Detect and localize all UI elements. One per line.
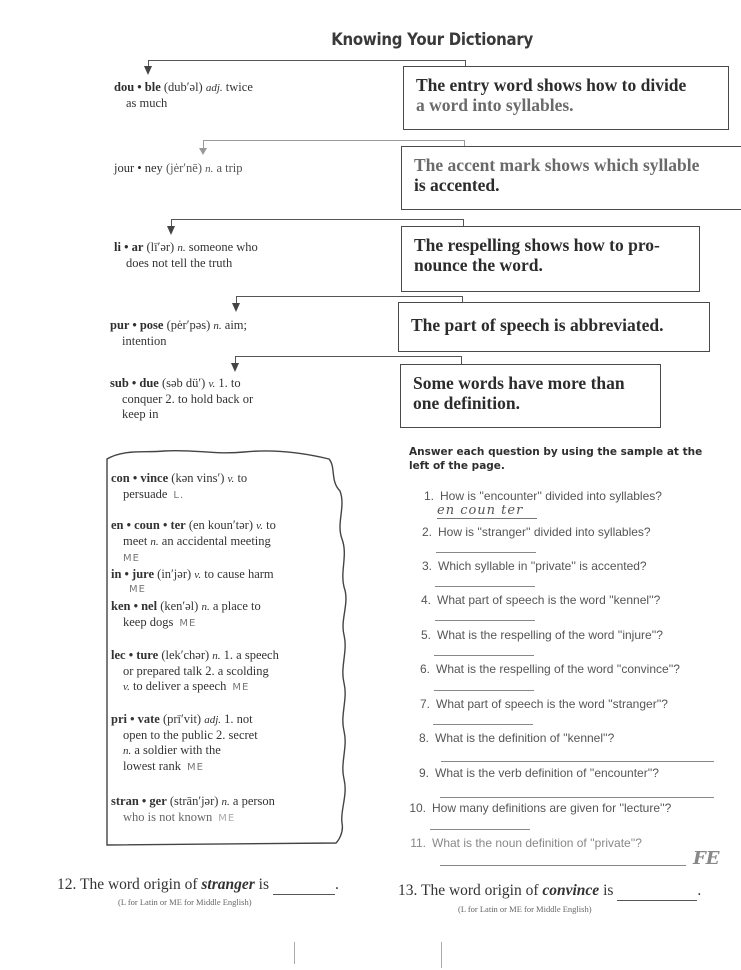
publisher-logo: FE — [693, 848, 720, 869]
respelling: (lek′chər) — [161, 648, 210, 662]
respelling: (lī′ər) — [146, 240, 175, 254]
callout-part-of-speech — [398, 302, 710, 352]
arrow-down-icon — [231, 363, 239, 372]
question-number: 7. — [419, 697, 430, 711]
headword: sub • due — [110, 376, 159, 390]
connector-line — [203, 140, 464, 141]
callout-entry-word — [403, 66, 729, 130]
definition: keep dogs — [123, 615, 174, 629]
answer-field-13[interactable] — [617, 882, 697, 901]
answer-field-9[interactable] — [440, 797, 714, 798]
headword: ken • nel — [111, 599, 158, 613]
definition: as much — [126, 96, 168, 110]
question-text: is — [599, 882, 614, 899]
handwritten-origin: ME — [186, 762, 204, 773]
callout-text: one definition. — [413, 393, 520, 413]
headword: in • jure — [111, 567, 155, 581]
sample-entry-journey — [114, 161, 243, 177]
question-number: 11. — [410, 836, 426, 850]
answer-field-11[interactable] — [440, 865, 686, 866]
callout-text: The entry word shows how to divide — [416, 75, 687, 95]
question-text: What part of speech is the word ''stranger''? — [436, 697, 668, 711]
callout-text: Some words have more than — [413, 373, 625, 393]
connector-line — [235, 356, 461, 357]
question-text: is — [254, 876, 269, 893]
question-text: How many definitions are given for ''lecture''? — [432, 801, 672, 815]
question-number: 10. — [409, 801, 426, 815]
origin-note-13: (L for Latin or ME for Middle English) — [458, 904, 592, 914]
answer-field-7[interactable] — [433, 724, 533, 725]
handwritten-origin: ME — [129, 584, 146, 595]
question-1 — [412, 489, 662, 503]
part-of-speech: v. — [123, 681, 130, 693]
callout-text: The respelling shows how to pro- — [414, 235, 660, 255]
definition: intention — [122, 334, 167, 348]
definition: persuade — [123, 487, 168, 501]
question-text: How is ''encounter'' divided into syllables? — [440, 489, 662, 503]
part-of-speech: n. — [123, 745, 132, 757]
headword: pri • vate — [111, 712, 160, 726]
question-6 — [408, 662, 680, 676]
definition: to — [266, 518, 276, 532]
headword: jour • ney — [114, 161, 163, 175]
definition: 1. a speech — [223, 648, 279, 662]
handwritten-origin: ME — [218, 813, 236, 824]
answer-field-6[interactable] — [434, 690, 534, 691]
arrow-down-icon — [232, 303, 240, 312]
definition: does not tell the truth — [126, 256, 233, 270]
word-entry-encounter — [111, 518, 341, 566]
definition: 1. to — [218, 376, 241, 390]
question-3 — [410, 559, 647, 573]
respelling: (kən vins′) — [171, 471, 225, 485]
arrow-down-icon — [167, 226, 175, 235]
definition: conquer 2. to hold back or — [122, 392, 254, 406]
question-number: 9. — [418, 766, 429, 780]
handwritten-origin: ME — [179, 618, 197, 629]
word-entry-stranger — [111, 794, 341, 826]
sample-entry-double — [114, 80, 253, 111]
connector-line — [463, 219, 464, 226]
target-word: convince — [542, 882, 600, 899]
callout-respelling — [401, 226, 700, 292]
definition: a place to — [212, 599, 261, 613]
part-of-speech: adj. — [205, 82, 223, 94]
question-number: 2. — [421, 525, 432, 539]
instructions: Answer each question by using the sample at the left of the page. — [409, 446, 703, 472]
respelling: (prī′vit) — [162, 712, 202, 726]
respelling: (dub′əl) — [163, 80, 203, 94]
question-text: What is the noun definition of ''private''? — [432, 836, 642, 850]
question-2 — [410, 525, 651, 539]
question-10 — [404, 801, 671, 815]
respelling: (ken′əl) — [160, 599, 199, 613]
headword: pur • pose — [110, 318, 164, 332]
definition: to deliver a speech — [132, 679, 227, 693]
question-text: 13. The word origin of — [398, 882, 543, 899]
callout-accent-mark — [401, 146, 741, 210]
sample-entry-subdue — [110, 376, 253, 422]
part-of-speech: v. — [256, 520, 263, 532]
definition: a trip — [216, 161, 243, 175]
connector-line — [461, 356, 462, 364]
word-entry-kennel — [111, 599, 341, 631]
headword: lec • ture — [111, 648, 159, 662]
sample-entry-liar — [114, 240, 258, 271]
definition: or prepared talk 2. a scolding — [123, 664, 269, 678]
question-11 — [404, 836, 642, 850]
part-of-speech: n. — [205, 163, 214, 175]
question-9 — [407, 766, 659, 780]
question-text: What part of speech is the word ''kennel''? — [437, 593, 661, 607]
definition: to cause harm — [204, 567, 274, 581]
part-of-speech: v. — [227, 473, 235, 485]
callout-text: is accented. — [414, 175, 500, 195]
question-number: 6. — [419, 662, 430, 676]
answer-field-8[interactable] — [441, 761, 714, 762]
answer-field-12[interactable] — [273, 876, 335, 895]
definition: a soldier with the — [134, 743, 221, 757]
connector-line — [148, 60, 465, 61]
part-of-speech: n. — [221, 796, 230, 808]
definition: a person — [232, 794, 275, 808]
callout-text: nounce the word. — [414, 255, 543, 275]
question-number: 8. — [418, 731, 429, 745]
sample-word-box — [104, 447, 348, 847]
definition: meet — [123, 534, 148, 548]
answer-field-3[interactable] — [435, 586, 535, 587]
part-of-speech: n. — [213, 320, 222, 332]
connector-line — [236, 296, 462, 297]
headword: stran • ger — [111, 794, 167, 808]
part-of-speech: n. — [212, 650, 221, 662]
definition: keep in — [122, 407, 159, 421]
question-text: What is the respelling of the word ''convince''? — [436, 662, 680, 676]
definition: lowest rank — [123, 759, 181, 773]
scan-mark — [294, 942, 295, 964]
question-8 — [407, 731, 614, 745]
sample-entry-purpose — [110, 318, 247, 349]
question-text: Which syllable in ''private'' is accented? — [438, 559, 647, 573]
headword: con • vince — [111, 471, 169, 485]
answer-field-5[interactable] — [434, 655, 534, 656]
origin-question-12: 12. The word origin of stranger is . — [57, 876, 339, 893]
question-text: How is ''stranger'' divided into syllables? — [438, 525, 651, 539]
question-text: What is the verb definition of ''encounter''? — [435, 766, 659, 780]
page-title: Knowing Your Dictionary — [331, 30, 533, 50]
answer-field-1[interactable]: en coun ter — [437, 503, 537, 519]
part-of-speech: n. — [150, 536, 159, 548]
definition: an accidental meeting — [161, 534, 271, 548]
connector-line — [171, 219, 463, 220]
arrow-down-icon — [199, 148, 207, 155]
question-5 — [409, 628, 663, 642]
word-entry-lecture — [111, 648, 341, 695]
question-text: What is the respelling of the word ''injure''? — [437, 628, 663, 642]
part-of-speech: v. — [194, 569, 202, 581]
answer-field-10[interactable] — [430, 829, 530, 830]
headword: dou • ble — [114, 80, 161, 94]
headword: en • coun • ter — [111, 518, 186, 532]
definition: twice — [225, 80, 253, 94]
definition: aim; — [224, 318, 247, 332]
definition: 1. not — [224, 712, 253, 726]
handwritten-origin: L. — [173, 490, 185, 501]
callout-text: The accent mark shows which syllable — [414, 155, 700, 175]
question-number: 4. — [420, 593, 431, 607]
respelling: (jėr′nē) — [165, 161, 202, 175]
target-word: stranger — [201, 876, 255, 893]
origin-question-13: 13. The word origin of convince is . — [398, 882, 702, 899]
question-number: 3. — [421, 559, 432, 573]
respelling: (səb dü′) — [161, 376, 206, 390]
definition: to — [237, 471, 248, 485]
definition: who is not known — [123, 810, 213, 824]
callout-text: The part of speech is abbreviated. — [411, 315, 664, 335]
word-entry-injure — [111, 567, 341, 595]
answer-field-4[interactable] — [435, 620, 535, 621]
question-number: 5. — [420, 628, 431, 642]
definition: someone who — [188, 240, 258, 254]
answer-field-2[interactable] — [436, 552, 536, 553]
question-number: 1. — [423, 489, 434, 503]
respelling: (en koun′tər) — [188, 518, 254, 532]
part-of-speech: adj. — [204, 714, 222, 726]
word-entry-convince — [111, 471, 341, 503]
part-of-speech: n. — [177, 242, 186, 254]
part-of-speech: n. — [201, 601, 210, 613]
definition: open to the public 2. secret — [123, 728, 258, 742]
headword: li • ar — [114, 240, 144, 254]
part-of-speech: v. — [208, 378, 216, 390]
handwritten-origin: ME — [123, 553, 140, 564]
arrow-down-icon — [144, 66, 152, 75]
respelling: (in′jər) — [157, 567, 192, 581]
handwritten-origin: ME — [232, 682, 250, 693]
word-entry-private — [111, 712, 341, 775]
respelling: (pėr′pəs) — [166, 318, 211, 332]
respelling: (strān′jər) — [169, 794, 219, 808]
origin-note-12: (L for Latin or ME for Middle English) — [118, 897, 252, 907]
scan-mark — [441, 942, 442, 968]
question-7 — [408, 697, 668, 711]
question-text: 12. The word origin of — [57, 876, 202, 893]
question-text: What is the definition of ''kennel''? — [435, 731, 615, 745]
callout-definitions — [400, 364, 661, 428]
callout-text: a word into syllables. — [416, 95, 574, 115]
question-4 — [409, 593, 660, 607]
